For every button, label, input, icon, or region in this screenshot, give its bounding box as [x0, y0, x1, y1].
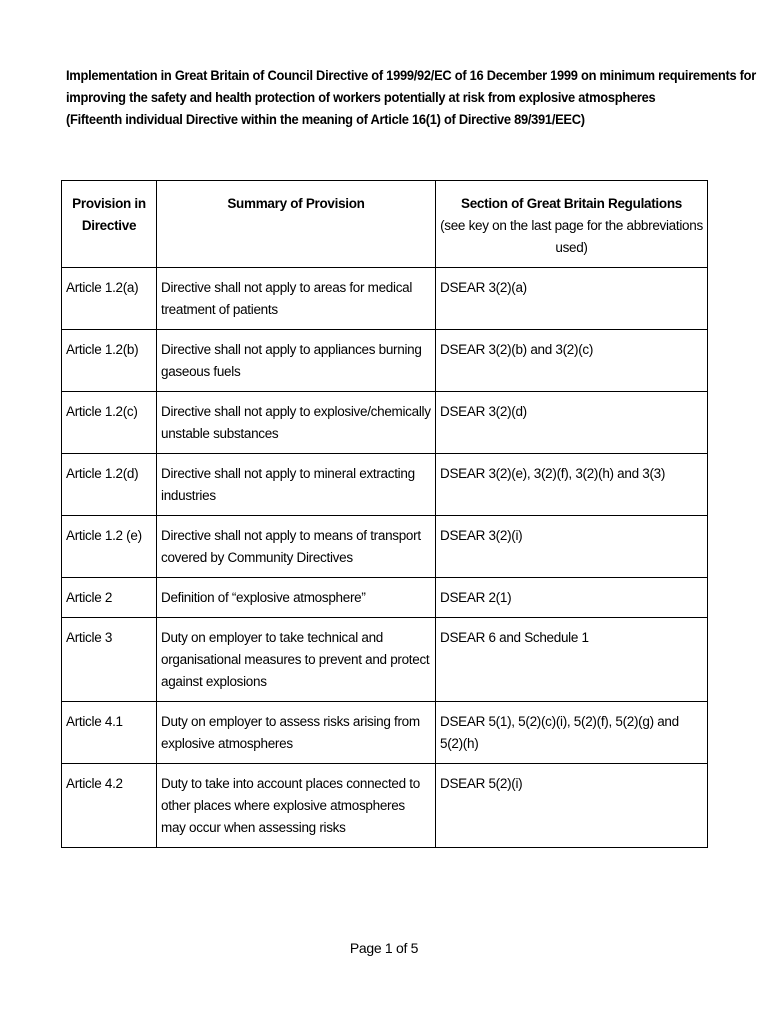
- header-summary: Summary of Provision: [157, 181, 436, 268]
- cell-section: DSEAR 3(2)(e), 3(2)(f), 3(2)(h) and 3(3): [436, 454, 708, 516]
- title-line-1: Implementation in Great Britain of Council Directive of 1999/92/EC of 16 December 1999 on minimum requirements for: [66, 67, 757, 83]
- cell-summary: Duty to take into account places connected to other places where explosive atmospheres may occur when assessing risks: [157, 764, 436, 848]
- table-row: [62, 454, 708, 516]
- cell-section: DSEAR 5(1), 5(2)(c)(i), 5(2)(f), 5(2)(g) and 5(2)(h): [436, 702, 708, 764]
- cell-provision: Article 1.2(d): [62, 454, 157, 516]
- cell-section: DSEAR 3(2)(b) and 3(2)(c): [436, 330, 708, 392]
- table-row: [62, 702, 708, 764]
- cell-summary: Directive shall not apply to appliances burning gaseous fuels: [157, 330, 436, 392]
- header-section-title: Section of Great Britain Regulations: [461, 196, 682, 211]
- cell-provision: Article 2: [62, 578, 157, 618]
- table-row: [62, 268, 708, 330]
- cell-summary: Directive shall not apply to mineral extracting industries: [157, 454, 436, 516]
- cell-provision: Article 1.2 (e): [62, 516, 157, 578]
- cell-summary: Directive shall not apply to means of transport covered by Community Directives: [157, 516, 436, 578]
- page-number: Page 1 of 5: [349, 940, 419, 956]
- cell-provision: Article 1.2(a): [62, 268, 157, 330]
- title-line-2: improving the safety and health protection of workers potentially at risk from explosive atmospheres: [66, 89, 656, 105]
- table-row: [62, 578, 708, 618]
- cell-provision: Article 4.1: [62, 702, 157, 764]
- cell-provision: Article 3: [62, 618, 157, 702]
- cell-summary: Duty on employer to assess risks arising from explosive atmospheres: [157, 702, 436, 764]
- cell-section: DSEAR 3(2)(d): [436, 392, 708, 454]
- cell-provision: Article 1.2(b): [62, 330, 157, 392]
- table-row: [62, 392, 708, 454]
- cell-summary: Directive shall not apply to explosive/chemically unstable substances: [157, 392, 436, 454]
- provisions-table: [61, 180, 708, 848]
- table-row: [62, 516, 708, 578]
- cell-section: DSEAR 6 and Schedule 1: [436, 618, 708, 702]
- cell-section: DSEAR 3(2)(a): [436, 268, 708, 330]
- cell-summary: Duty on employer to take technical and organisational measures to prevent and protect against explosions: [157, 618, 436, 702]
- cell-provision: Article 1.2(c): [62, 392, 157, 454]
- table-row: [62, 330, 708, 392]
- cell-section: DSEAR 2(1): [436, 578, 708, 618]
- table-row: [62, 618, 708, 702]
- cell-summary: Directive shall not apply to areas for medical treatment of patients: [157, 268, 436, 330]
- title-line-3: (Fifteenth individual Directive within the meaning of Article 16(1) of Directive 89/391/EEC): [66, 111, 585, 127]
- cell-section: DSEAR 3(2)(i): [436, 516, 708, 578]
- header-section-note: (see key on the last page for the abbreviations used): [440, 218, 703, 255]
- document-title: [66, 64, 757, 130]
- header-provision: Provision in Directive: [62, 181, 157, 268]
- cell-summary: Definition of “explosive atmosphere”: [157, 578, 436, 618]
- table-row: [62, 764, 708, 848]
- cell-section: DSEAR 5(2)(i): [436, 764, 708, 848]
- table-header-row: [62, 181, 708, 268]
- cell-provision: Article 4.2: [62, 764, 157, 848]
- header-section: [436, 181, 708, 268]
